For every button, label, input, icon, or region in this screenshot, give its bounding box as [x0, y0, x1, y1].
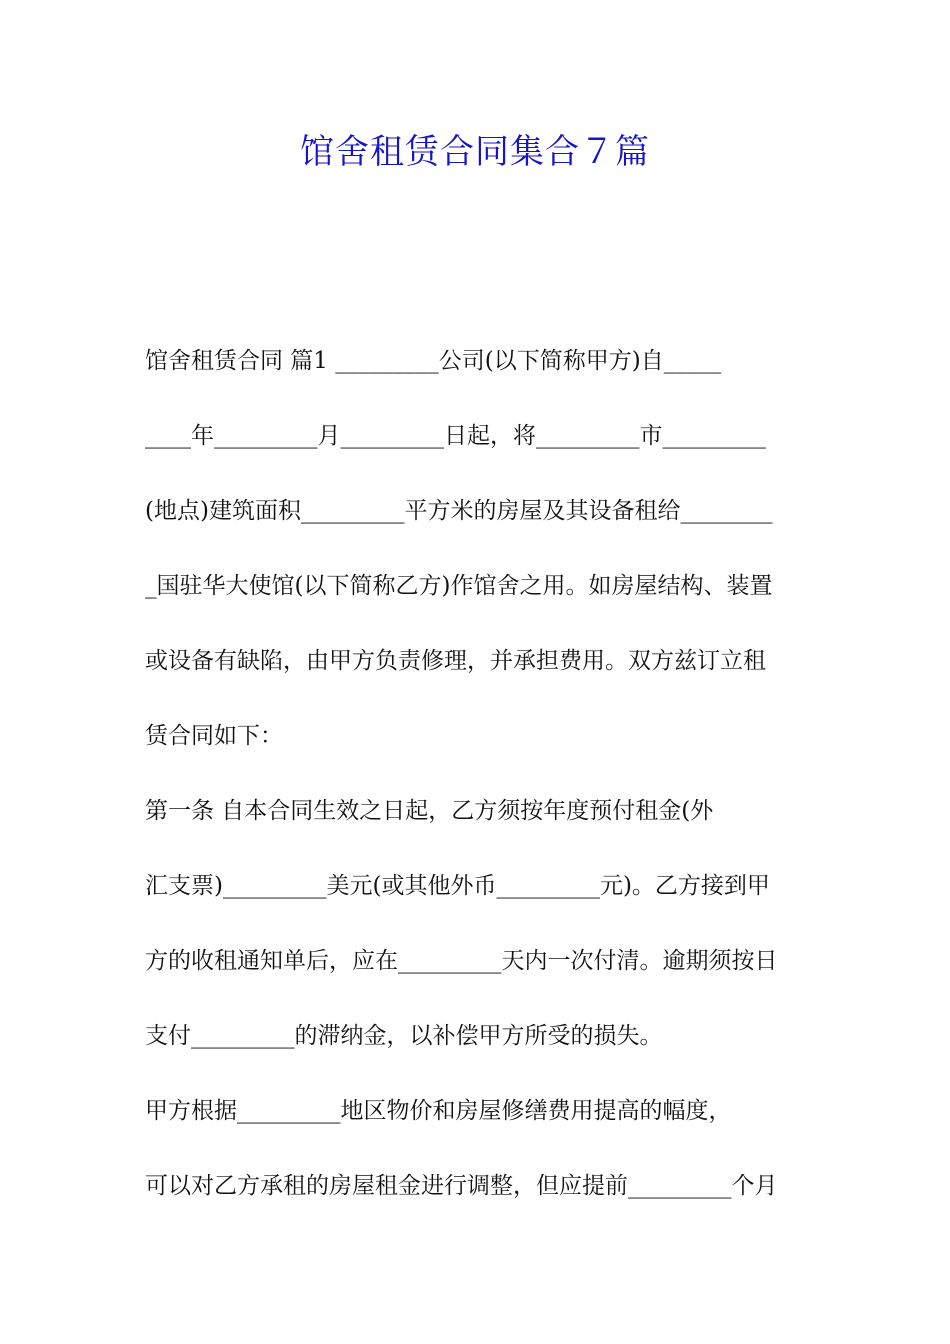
body-line-1: 馆舍租赁合同 篇1 _________公司(以下简称甲方)自_____ — [145, 348, 722, 374]
body-line-12: 可以对乙方承租的房屋租金进行调整，但应提前_________个月 — [145, 1173, 778, 1199]
body-line-6: 赁合同如下： — [145, 723, 283, 749]
body-line-10: 支付_________的滞纳金，以补偿甲方所受的损失。 — [145, 1023, 663, 1049]
body-line-2: ____年_________月_________日起，将_________市_________ — [145, 423, 766, 449]
body-line-8: 汇支票)_________美元(或其他外币_________元)。乙方接到甲 — [145, 873, 770, 899]
body-line-4: _国驻华大使馆(以下简称乙方)作馆舍之用。如房屋结构、装置 — [145, 573, 773, 599]
body-line-5: 或设备有缺陷，由甲方负责修理，并承担费用。双方兹订立租 — [145, 648, 766, 674]
body-line-9: 方的收租通知单后，应在_________天内一次付清。逾期须按日 — [145, 948, 778, 974]
document-title: 馆舍租赁合同集合７篇 — [300, 132, 650, 172]
contract-body — [145, 336, 807, 1236]
body-line-7: 第一条 自本合同生效之日起，乙方须按年度预付租金(外 — [145, 798, 714, 824]
body-line-11: 甲方根据_________地区物价和房屋修缮费用提高的幅度， — [145, 1098, 732, 1124]
body-line-3: (地点)建筑面积_________平方米的房屋及其设备租给________ — [145, 498, 773, 524]
